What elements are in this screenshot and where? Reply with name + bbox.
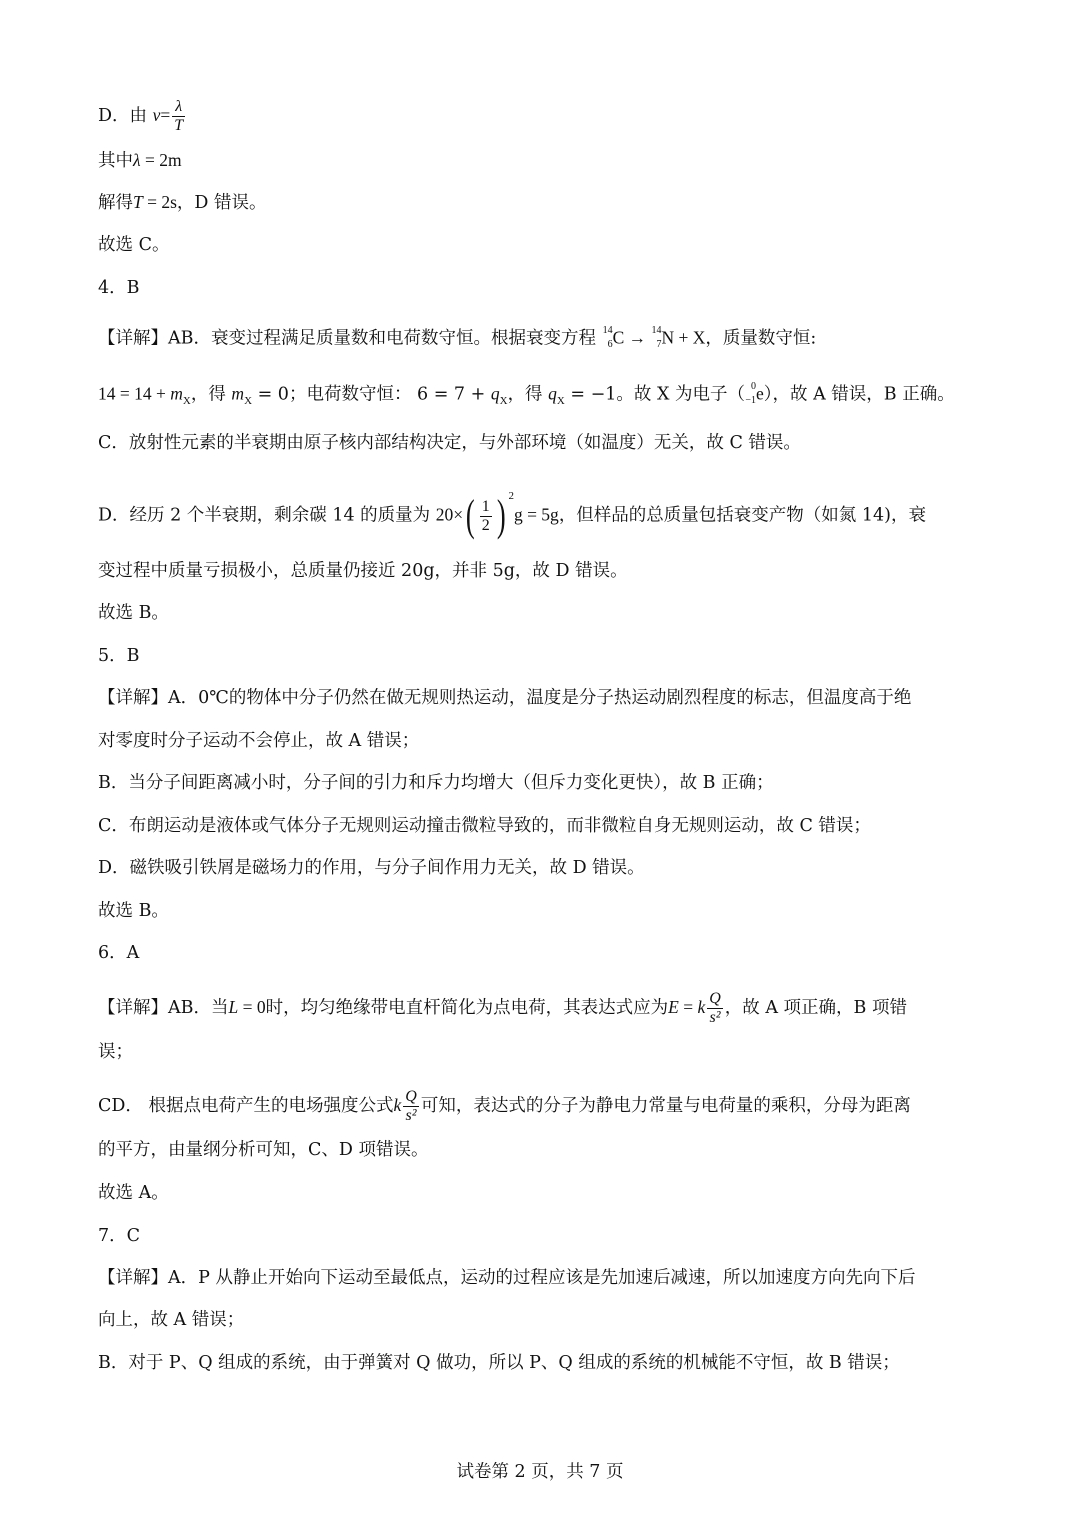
solution-line-decay-equation [98, 325, 988, 353]
text: 解得 [98, 193, 133, 213]
subscript: X [182, 395, 191, 407]
answer-line-q3: 故选 C。 [98, 235, 170, 255]
right-paren: ) [496, 491, 506, 540]
symbol-l: L [228, 997, 239, 1017]
symbol-q: q [490, 383, 500, 404]
text: D．经历 2 个半衰期，剩余碳 14 的质量为 [98, 505, 436, 526]
solution-line-b: B．当分子间距离减小时，分子间的引力和斥力均增大（但斥力变化更快），故 B 正确； [98, 773, 774, 793]
text: 其中 [98, 151, 133, 171]
text: 可知，表达式的分子为静电力常量与电荷量的乘积，分母为距离 [420, 1096, 911, 1116]
answer-line-q6: 故选 A。 [98, 1183, 169, 1203]
symbol-t: T [133, 192, 143, 212]
fraction-q-over-s2 [403, 1088, 419, 1125]
denominator: s² [405, 1107, 417, 1124]
text: 20× [435, 504, 464, 525]
text: ），故 A 错误，B 正确。 [763, 384, 955, 405]
isotope-c14 [602, 325, 613, 353]
atomic-number: 6 [607, 339, 613, 350]
text: ，故 A 项正确，B 项错 [724, 998, 907, 1018]
mass-number: 14 [602, 325, 613, 336]
numerator: Q [405, 1088, 417, 1105]
symbol: e [756, 383, 764, 404]
text: ，但样品的总质量包括衰变产物（如氮 14)，衰 [558, 505, 926, 526]
denominator: 2 [481, 516, 490, 534]
solution-line-a-cont: 对零度时分子运动不会停止，故 A 错误； [98, 731, 420, 751]
question-number-5: 5．B [98, 646, 140, 666]
symbol-lambda: λ [133, 150, 141, 170]
equals: = [678, 997, 698, 1017]
symbol: N + X [661, 327, 706, 348]
text: CD． 根据点电荷产生的电场强度公式 [98, 1096, 394, 1116]
fraction-lambda-over-t [172, 98, 185, 135]
solution-line-a-cont: 向上，故 A 错误； [98, 1310, 245, 1330]
isotope-n14 [651, 325, 662, 353]
text: 【详解】AB．衰变过程满足质量数和电荷数守恒。根据衰变方程 [98, 328, 602, 349]
solution-line-cd-cont: 的平方，由量纲分析可知，C、D 项错误。 [98, 1140, 429, 1160]
mass-number: 0 [751, 381, 757, 392]
mass-number: 14 [651, 325, 662, 336]
solution-line-c: C．布朗运动是液体或气体分子无规则运动撞击微粒导致的，而非微粒自身无规则运动，故 C 错误； [98, 816, 871, 836]
value: = 2s [142, 192, 177, 212]
solution-line-cd [98, 1088, 988, 1125]
solution-line-ab-cont: 误； [98, 1042, 133, 1062]
solution-line-b: B．对于 P、Q 组成的系统，由于弹簧对 Q 做功，所以 P、Q 组成的系统的机械能不守恒，故 B 错误； [98, 1353, 900, 1373]
solution-line-a: 【详解】A．P 从静止开始向下运动至最低点，运动的过程应该是先加速后减速，所以加速度方向先向下后 [98, 1268, 916, 1288]
solution-line-d-half-life [98, 490, 988, 540]
text: ，得 [190, 384, 232, 405]
numerator: 1 [481, 497, 490, 515]
text: ，得 [507, 384, 549, 405]
charge-number: −1 [745, 395, 757, 406]
denominator: s² [709, 1009, 721, 1026]
fraction-q-over-s2 [707, 990, 723, 1027]
text: g = 5g [513, 504, 559, 525]
symbol-k: k [393, 1095, 402, 1115]
answer-line-q5: 故选 B。 [98, 901, 169, 921]
symbol-m: m [231, 383, 245, 404]
solution-line-period [98, 190, 988, 215]
fraction-one-half [480, 498, 492, 535]
symbol-m: m [170, 383, 183, 404]
text: 14 = 14 + [98, 383, 171, 404]
text: ，质量数守恒: [705, 328, 817, 349]
symbol-e: E [668, 997, 679, 1017]
text: = −1。故 X 为电子（ [564, 384, 746, 405]
symbol-v: v [152, 105, 161, 125]
solution-line-d-cont: 变过程中质量亏损极小，总质量仍接近 20g，并非 5g，故 D 错误。 [98, 561, 628, 581]
page-footer: 试卷第 2 页，共 7 页 [456, 1462, 624, 1482]
solution-line-ab [98, 990, 988, 1027]
subscript: X [499, 395, 508, 407]
isotope-electron [745, 381, 756, 409]
solution-line-lambda [98, 148, 988, 173]
equals: = [160, 105, 171, 125]
left-paren: ( [466, 491, 475, 540]
text: D．由 [98, 106, 148, 126]
solution-line-d: D．磁铁吸引铁屑是磁场力的作用，与分子间作用力无关，故 D 错误。 [98, 858, 645, 878]
atomic-number: 7 [656, 339, 662, 350]
question-number-6: 6．A [98, 943, 140, 963]
solution-line-d-velocity [98, 98, 988, 135]
text: = 0；电荷数守恒： 6 = 7 + [252, 384, 491, 405]
question-number-7: 7．C [98, 1226, 141, 1246]
subscript: X [556, 395, 565, 407]
subscript: X [244, 395, 253, 407]
text: 时，均匀绝缘带电直杆简化为点电荷，其表达式应为 [265, 998, 669, 1018]
question-number-4: 4．B [98, 278, 140, 298]
exponent: 2 [508, 490, 514, 503]
value: = 2m [140, 150, 182, 170]
text: 【详解】AB．当 [98, 998, 229, 1018]
numerator: Q [709, 990, 721, 1007]
denominator: T [174, 117, 184, 134]
answer-line-q4: 故选 B。 [98, 603, 169, 623]
text: = 0 [238, 997, 266, 1017]
symbol-q: q [548, 383, 557, 404]
symbol: C → [612, 327, 651, 348]
solution-line-c: C．放射性元素的半衰期由原子核内部结构决定，与外部环境（如温度）无关，故 C 错误。 [98, 433, 801, 453]
text: ，D 错误。 [176, 193, 267, 213]
numerator: λ [172, 98, 185, 117]
half-power-expression [463, 490, 514, 540]
symbol-k: k [697, 997, 706, 1017]
solution-line-a: 【详解】A．0℃的物体中分子仍然在做无规则热运动，温度是分子热运动剧烈程度的标志，但温度高于绝 [98, 688, 912, 708]
solution-line-conservation [98, 381, 988, 413]
